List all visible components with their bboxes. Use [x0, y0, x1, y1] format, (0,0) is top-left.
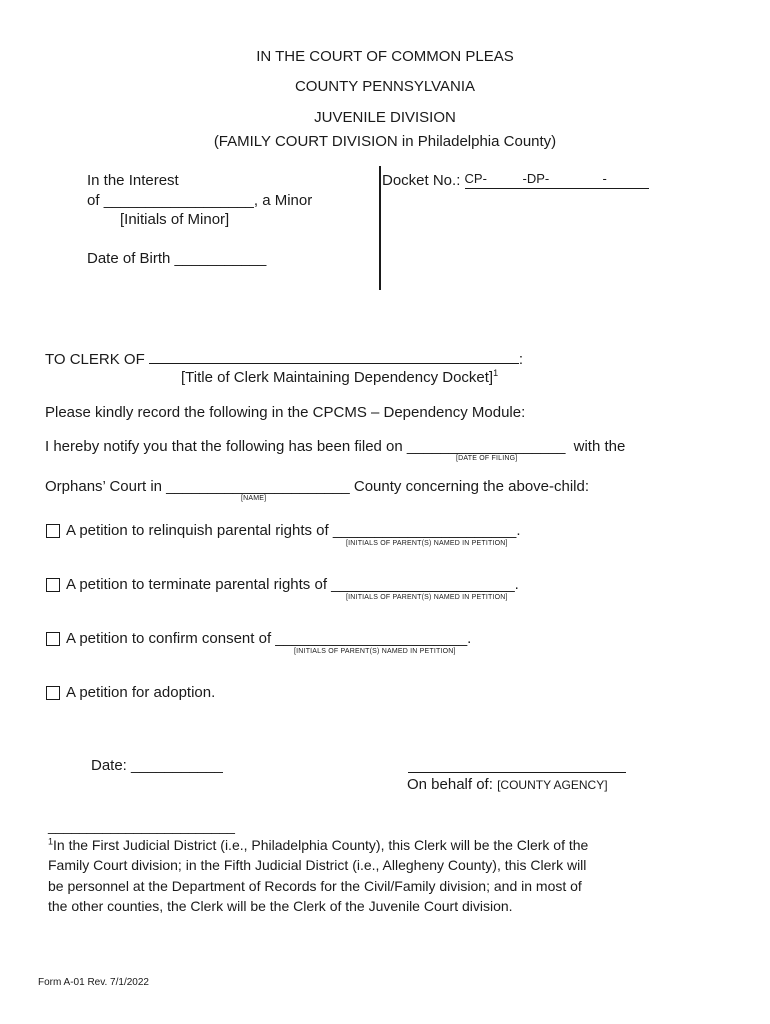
on-behalf-label: On behalf of:: [407, 776, 493, 793]
footnote-ref: 1: [493, 368, 499, 378]
date-line: [91, 757, 223, 774]
of-prefix: of: [87, 192, 100, 209]
docket-cp: CP-: [464, 171, 487, 186]
relinquish-option: [66, 522, 521, 539]
terminate-text: A petition to terminate parental rights of: [66, 576, 327, 593]
a-minor-label: , a Minor: [253, 192, 313, 209]
date-label: Date:: [91, 757, 127, 774]
date-of-filing-field[interactable]: ___________________: [406, 438, 566, 455]
docket-line: [382, 171, 649, 189]
clerk-title-field[interactable]: [149, 349, 519, 364]
footnote-line-1: $^1$In the First Judicial District (i.e., Philadelphia County), this Clerk will be the Clerk of the: [48, 836, 589, 853]
division-title: JUVENILE DIVISION: [314, 109, 456, 126]
notify-line: [45, 438, 625, 455]
docket-dash: -: [602, 171, 607, 186]
footnote-line-3: be personnel at the Department of Records for the Civil/Family division; and in most of: [48, 878, 582, 894]
to-clerk-label: TO CLERK OF: [45, 351, 145, 368]
clerk-colon: :: [518, 351, 524, 368]
name-label: [NAME]: [241, 495, 267, 502]
adoption-option: A petition for adoption.: [66, 684, 216, 701]
clerk-title-label: [181, 369, 498, 386]
orphans-suffix: County concerning the above-child:: [353, 478, 590, 495]
terminate-sublabel: [INITIALS OF PARENT(S) NAMED IN PETITION]: [346, 594, 508, 601]
docket-label: Docket No.:: [382, 172, 461, 189]
relinquish-text: A petition to relinquish parental rights of: [66, 522, 329, 539]
confirm-consent-sublabel: [INITIALS OF PARENT(S) NAMED IN PETITION]: [294, 648, 456, 655]
date-of-filing-label: [DATE OF FILING]: [456, 455, 518, 462]
orphans-court-line: [45, 478, 589, 495]
relinquish-sublabel: [INITIALS OF PARENT(S) NAMED IN PETITION]: [346, 540, 508, 547]
family-court-note: (FAMILY COURT DIVISION in Philadelphia County): [213, 133, 557, 150]
orphans-prefix: Orphans’ Court in: [45, 478, 162, 495]
confirm-consent-text: A petition to confirm consent of: [66, 630, 272, 647]
relinquish-checkbox[interactable]: [46, 524, 60, 538]
footnote-line-4: the other counties, the Clerk will be the Clerk of the Juvenile Court division.: [48, 898, 513, 914]
confirm-consent-option: [66, 630, 471, 647]
confirm-consent-parent-field[interactable]: _______________________.: [275, 630, 472, 647]
terminate-option: [66, 576, 519, 593]
signature-line[interactable]: [408, 772, 626, 773]
initials-of-minor-label: [Initials of Minor]: [120, 211, 230, 228]
form-id: Form A-01 Rev. 7/1/2022: [38, 977, 149, 988]
county-agency-label: [COUNTY AGENCY]: [497, 778, 608, 792]
clerk-title-text: [Title of Clerk Maintaining Dependency Docket]: [181, 369, 494, 386]
date-field[interactable]: ___________: [131, 757, 223, 774]
notify-suffix: with the: [573, 438, 626, 455]
dob-field[interactable]: ___________: [174, 250, 267, 267]
terminate-checkbox[interactable]: [46, 578, 60, 592]
county-title: COUNTY PENNSYLVANIA: [294, 78, 476, 95]
footnote-separator: ________________________: [48, 818, 235, 834]
dob-line: [87, 250, 266, 267]
minor-name-field[interactable]: __________________: [103, 192, 254, 209]
footnote-line-2: Family Court division; in the Fifth Judicial District (i.e., Allegheny County), this Clerk will: [48, 857, 587, 873]
footnote-marker: 1: [48, 836, 54, 847]
adoption-checkbox[interactable]: [46, 686, 60, 700]
county-name-field[interactable]: ______________________: [166, 478, 350, 495]
terminate-parent-field[interactable]: ______________________.: [331, 576, 519, 593]
dob-label: Date of Birth: [87, 250, 171, 267]
court-title: IN THE COURT OF COMMON PLEAS: [256, 48, 514, 65]
on-behalf-line: [407, 776, 608, 793]
confirm-consent-checkbox[interactable]: [46, 632, 60, 646]
caption-divider: [379, 166, 381, 290]
docket-number-field[interactable]: [465, 171, 649, 189]
in-the-interest-label: In the Interest: [87, 172, 179, 189]
to-clerk-line: [45, 349, 523, 368]
relinquish-parent-field[interactable]: ______________________.: [332, 522, 521, 539]
docket-dp: -DP-: [522, 171, 550, 186]
minor-name-line: [87, 192, 312, 209]
notify-prefix: I hereby notify you that the following has been filed on: [45, 438, 403, 455]
record-instruction: Please kindly record the following in the CPCMS – Dependency Module:: [45, 404, 526, 421]
